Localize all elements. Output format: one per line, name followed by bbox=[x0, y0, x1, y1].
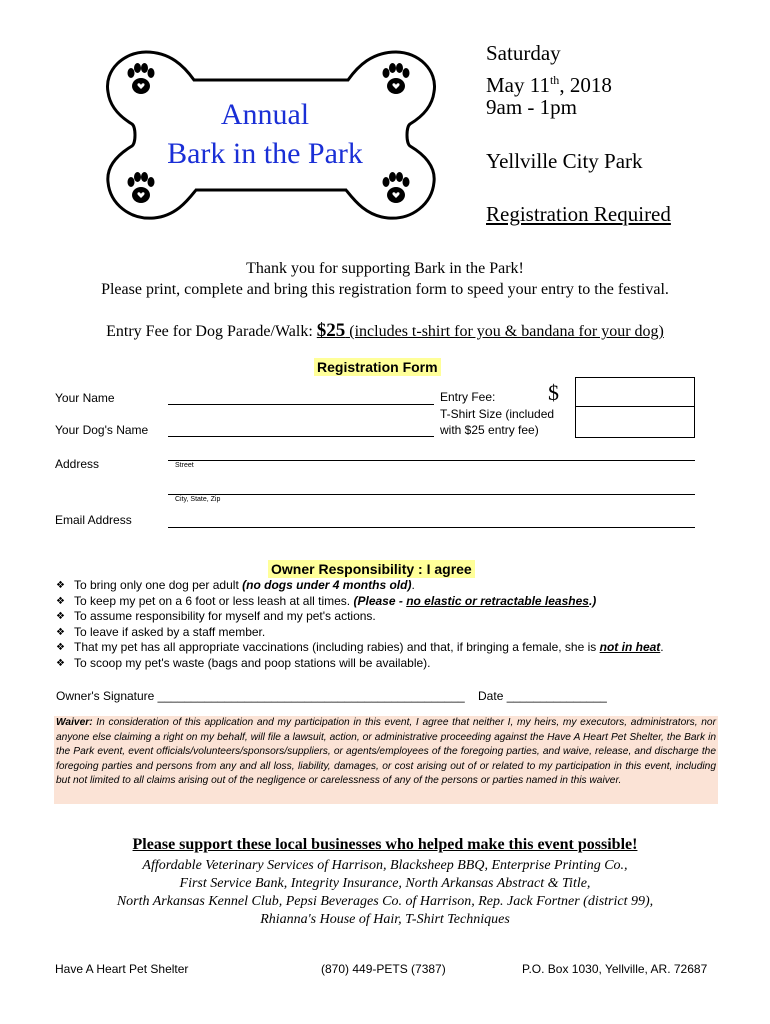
bone-title-line2: Bark in the Park bbox=[167, 137, 363, 170]
entry-fee-box[interactable] bbox=[575, 377, 695, 407]
sponsor-line: First Service Bank, Integrity Insurance, North Arkansas Abstract & Title, bbox=[179, 876, 591, 891]
intro-line1: Thank you for supporting Bark in the Park! bbox=[246, 260, 524, 277]
list-item: ❖ To leave if asked by a staff member. bbox=[56, 624, 266, 639]
city-state-zip-field[interactable] bbox=[168, 494, 695, 495]
list-item: ❖ To assume responsibility for myself and my pet's actions. bbox=[56, 609, 376, 624]
diamond-bullet-icon: ❖ bbox=[56, 595, 65, 607]
sponsor-line: Rhianna's House of Hair, T-Shirt Techniques bbox=[260, 912, 510, 927]
list-item: ❖ To bring only one dog per adult (no dogs under 4 months old). bbox=[56, 578, 415, 592]
tshirt-label-line2: with $25 entry fee) bbox=[440, 423, 539, 437]
event-location: Yellville City Park bbox=[486, 149, 643, 173]
diamond-bullet-icon: ❖ bbox=[56, 580, 65, 591]
entry-fee-label: Entry Fee: bbox=[440, 390, 496, 404]
owner-signature-line[interactable]: Owner's Signature ______________________________________________ Date _______________ bbox=[56, 689, 607, 703]
diamond-bullet-icon: ❖ bbox=[56, 657, 65, 669]
street-caption: Street bbox=[175, 462, 194, 469]
email-label: Email Address bbox=[55, 513, 132, 527]
diamond-bullet-icon: ❖ bbox=[56, 626, 65, 638]
list-item: ❖ To keep my pet on a 6 foot or less leash at all times. (Please - no elastic or retractable leashes.) bbox=[56, 593, 597, 608]
dog-name-field[interactable] bbox=[168, 436, 434, 437]
entry-fee-line: Entry Fee for Dog Parade/Walk: $25 (includes t-shirt for you & bandana for your dog) bbox=[106, 320, 664, 341]
your-name-field[interactable] bbox=[168, 404, 434, 405]
dog-name-label: Your Dog's Name bbox=[55, 423, 149, 437]
waiver-text: Waiver: In consideration of this application and my participation in this event, I agree that neither I, my heirs, my executors, administrators, nor anyone else claiming a right on my behalf, will file a lawsuit, action, or administrative proceeding against the Have A Heart Pet Shelter, the Bark in the Park event, event officials/volunteers/sponsors/suppliers, or agents/employees of the foregoing parties, and waive, release, and discharge the foregoing parties and persons from any and all loss, liability, damages, or cost arising out of or related to my participation in this event, including but not limited to all claims arising out of the negligence or carelessness of any of the persons or parties named in this waiver. bbox=[54, 716, 718, 804]
intro-line2: Please print, complete and bring this registration form to speed your entry to the festival. bbox=[101, 281, 669, 298]
footer-org: Have A Heart Pet Shelter bbox=[55, 962, 189, 976]
registration-form-title: Registration Form bbox=[314, 358, 441, 376]
dollar-sign: $ bbox=[548, 380, 559, 405]
address-label: Address bbox=[55, 457, 100, 471]
registration-required: Registration Required bbox=[486, 202, 671, 226]
footer-phone: (870) 449-PETS (7387) bbox=[321, 962, 446, 976]
bone-title-line1: Annual bbox=[220, 98, 310, 131]
owner-responsibility-list bbox=[56, 578, 664, 672]
footer-address: P.O. Box 1030, Yellville, AR. 72687 bbox=[522, 962, 708, 976]
list-item: ❖ That my pet has all appropriate vaccinations (including rabies) and that, if bringing a female, she is not in heat. bbox=[56, 640, 664, 655]
city-state-zip-caption: City, State, Zip bbox=[175, 496, 221, 503]
date-line[interactable]: Date _______________ bbox=[478, 689, 607, 703]
tshirt-label-line1: T-Shirt Size (included bbox=[440, 407, 555, 421]
sponsor-line: Affordable Veterinary Services of Harrison, Blacksheep BBQ, Enterprise Printing Co., bbox=[142, 858, 628, 873]
event-time: 9am - 1pm bbox=[486, 95, 577, 119]
list-item: ❖ To scoop my pet's waste (bags and poop stations will be available). bbox=[56, 655, 431, 670]
owner-responsibility-title: Owner Responsibility : I agree bbox=[268, 560, 475, 578]
street-field[interactable] bbox=[168, 460, 695, 461]
sponsor-line: North Arkansas Kennel Club, Pepsi Beverages Co. of Harrison, Rep. Jack Fortner (district 99), bbox=[116, 894, 654, 909]
sponsors-title: Please support these local businesses who helped make this event possible! bbox=[132, 836, 638, 853]
tshirt-size-box[interactable] bbox=[575, 406, 695, 438]
event-date: May 11th, 2018 bbox=[486, 73, 612, 97]
diamond-bullet-icon: ❖ bbox=[56, 642, 65, 654]
event-day: Saturday bbox=[486, 41, 561, 65]
your-name-label: Your Name bbox=[55, 391, 115, 405]
diamond-bullet-icon: ❖ bbox=[56, 611, 65, 623]
email-field[interactable] bbox=[168, 527, 695, 528]
